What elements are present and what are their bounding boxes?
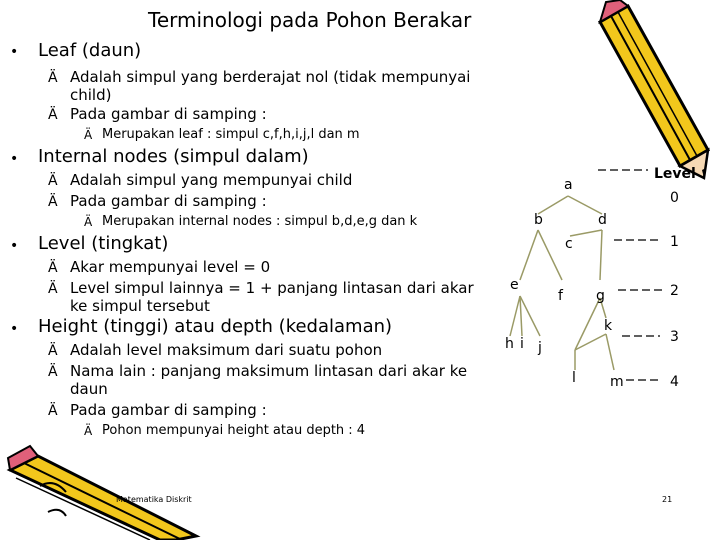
tree-node-a: a — [564, 177, 573, 193]
arrow-bullet-icon: Ä — [84, 128, 93, 142]
level-number-0: 0 — [670, 190, 679, 206]
tree-node-l: l — [572, 370, 576, 386]
arrow-bullet-icon: Ä — [48, 260, 58, 276]
height-item-1: Adalah level maksimum dari suatu pohon — [70, 341, 383, 359]
height-item-2-cont: daun — [70, 380, 108, 398]
level-number-3: 3 — [670, 329, 679, 345]
tree-node-f: f — [558, 288, 563, 304]
leaf-item-1-cont: child) — [70, 86, 112, 104]
bullet-dot: • — [10, 151, 19, 167]
level-guides — [598, 170, 664, 380]
tree-node-i: i — [520, 336, 524, 352]
internal-note: Merupakan internal nodes : simpul b,d,e,g dan k — [102, 214, 418, 229]
leaf-note: Merupakan leaf : simpul c,f,h,i,j,l dan m — [102, 127, 360, 142]
internal-item-2: Pada gambar di samping : — [70, 192, 267, 210]
arrow-bullet-icon: Ä — [48, 194, 58, 210]
level-item-1: Akar mempunyai level = 0 — [70, 258, 271, 276]
bullet-dot: • — [10, 44, 19, 60]
arrow-bullet-icon: Ä — [48, 364, 58, 380]
section-heading-level: Level (tingkat) — [38, 233, 169, 254]
tree-node-d: d — [598, 212, 607, 228]
section-heading-height: Height (tinggi) atau depth (kedalaman) — [38, 316, 393, 337]
section-heading-leaf: Leaf (daun) — [38, 40, 142, 61]
tree-node-b: b — [534, 212, 543, 228]
section-heading-internal-nodes: Internal nodes (simpul dalam) — [38, 146, 309, 167]
tree-node-j: j — [538, 340, 542, 356]
level-number-4: 4 — [670, 374, 679, 390]
tree-node-m: m — [610, 374, 624, 390]
level-number-1: 1 — [670, 234, 679, 250]
arrow-bullet-icon: Ä — [48, 173, 58, 189]
page-number: 21 — [662, 495, 673, 504]
arrow-bullet-icon: Ä — [48, 281, 58, 297]
level-number-2: 2 — [670, 283, 679, 299]
height-note: Pohon mempunyai height atau depth : 4 — [102, 423, 366, 438]
tree-node-h: h — [505, 336, 514, 352]
tree-node-c: c — [565, 236, 573, 252]
level-item-2: Level simpul lainnya = 1 + panjang lintasan dari akar — [70, 279, 474, 297]
level-item-2-cont: ke simpul tersebut — [70, 297, 210, 315]
bullet-dot: • — [10, 238, 19, 254]
arrow-bullet-icon: Ä — [48, 70, 58, 86]
height-item-2: Nama lain : panjang maksimum lintasan dari akar ke — [70, 362, 468, 380]
slide-title: Terminologi pada Pohon Berakar — [148, 8, 472, 32]
tree-node-g: g — [596, 288, 605, 304]
tree-node-e: e — [510, 277, 519, 293]
bullet-dot: • — [10, 321, 19, 337]
arrow-bullet-icon: Ä — [84, 215, 93, 229]
level-header: Level — [654, 166, 696, 182]
pencil-top-right-icon — [600, 0, 708, 178]
arrow-bullet-icon: Ä — [48, 343, 58, 359]
height-item-3: Pada gambar di samping : — [70, 401, 267, 419]
arrow-bullet-icon: Ä — [48, 107, 58, 123]
pencil-bottom-left-icon — [8, 446, 196, 540]
arrow-bullet-icon: Ä — [84, 424, 93, 438]
leaf-item-1: Adalah simpul yang berderajat nol (tidak mempunyai — [70, 68, 471, 86]
tree-node-k: k — [604, 318, 613, 334]
arrow-bullet-icon: Ä — [48, 403, 58, 419]
internal-item-1: Adalah simpul yang mempunyai child — [70, 171, 353, 189]
leaf-item-2: Pada gambar di samping : — [70, 105, 267, 123]
footer-course: Matematika Diskrit — [116, 495, 192, 504]
